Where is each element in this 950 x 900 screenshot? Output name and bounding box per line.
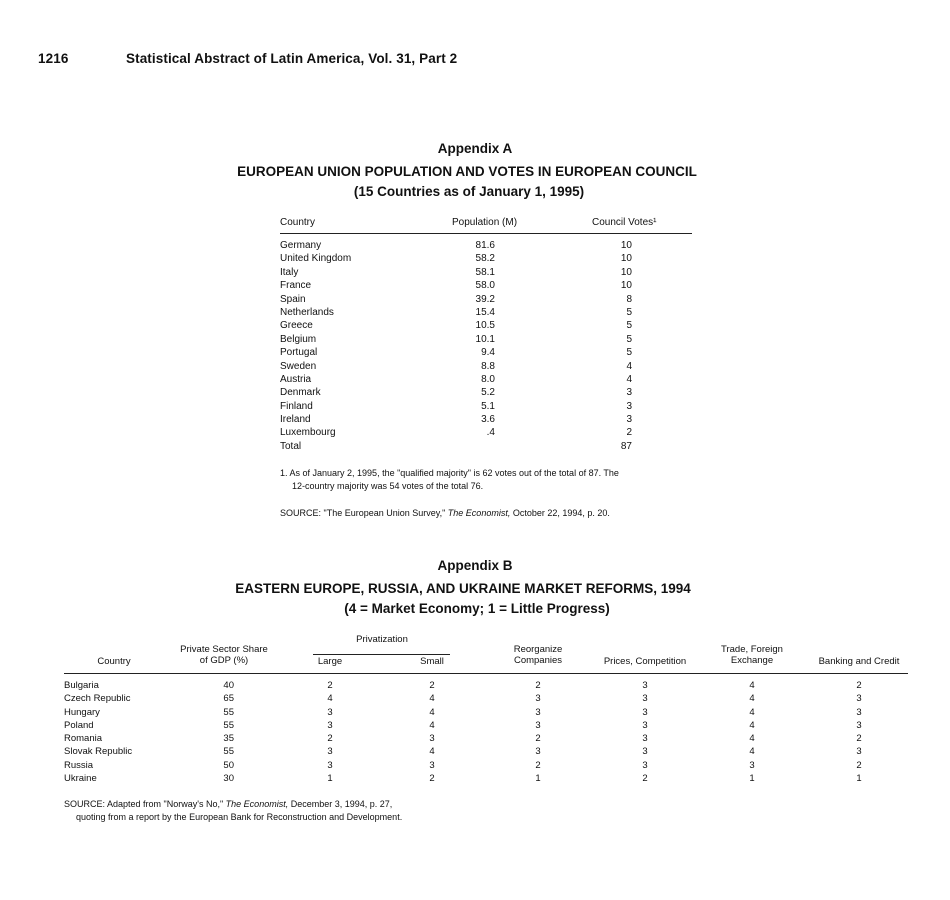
header-reorganize — [498, 644, 578, 666]
votes-cell: 3 — [626, 400, 632, 412]
prices-cell: 3 — [642, 680, 648, 691]
reorganize-cell: 3 — [535, 706, 541, 718]
table-body — [280, 239, 692, 453]
appendix-a-subtitle: (15 Countries as of January 1, 1995) — [353, 184, 585, 199]
country-cell: Bulgaria — [64, 680, 99, 691]
source-note-a — [280, 508, 610, 518]
appendix-b-title: EASTERN EUROPE, RUSSIA, AND UKRAINE MARKET REFORMS, 1994 — [235, 581, 691, 596]
table-header — [280, 217, 692, 234]
small-cell: 2 — [429, 680, 435, 691]
private-share-cell: 40 — [223, 680, 234, 691]
population-cell: 9.4 — [481, 347, 495, 359]
table-row — [64, 732, 908, 745]
header-private-share-line1: Private Sector Share — [180, 644, 268, 655]
private-share-cell: 30 — [223, 773, 234, 785]
country-cell: Ukraine — [64, 773, 97, 785]
country-cell: Ireland — [280, 414, 311, 426]
table-row — [64, 679, 908, 692]
prices-cell: 2 — [642, 773, 648, 785]
table-row — [280, 279, 692, 292]
prices-cell: 3 — [642, 719, 648, 731]
country-cell: Hungary — [64, 706, 100, 718]
appendix-b-subtitle: (4 = Market Economy; 1 = Little Progress) — [344, 601, 610, 616]
small-cell: 2 — [429, 773, 435, 785]
header-trade-line1: Trade, Foreign — [721, 644, 783, 655]
large-cell: 2 — [327, 680, 333, 691]
population-cell: 81.6 — [475, 240, 495, 251]
banking-cell: 3 — [856, 693, 862, 705]
source-b-date: December 3, 1994, p. 27, — [288, 799, 393, 809]
country-cell: Sweden — [280, 360, 317, 372]
table-row — [280, 426, 692, 439]
header-prices: Prices, Competition — [603, 656, 687, 667]
banking-cell: 2 — [856, 733, 862, 745]
table-row — [64, 759, 908, 772]
country-cell: Czech Republic — [64, 693, 131, 705]
trade-cell: 1 — [749, 773, 755, 785]
table-row — [64, 772, 908, 785]
trade-cell: 4 — [749, 719, 755, 731]
population-cell: 5.2 — [481, 387, 495, 399]
market-reforms-table-header — [64, 634, 908, 676]
table-row — [280, 440, 692, 453]
table-row — [64, 706, 908, 719]
table-row — [64, 745, 908, 758]
large-cell: 3 — [327, 759, 333, 771]
country-cell: Russia — [64, 759, 94, 771]
header-trade — [707, 644, 797, 666]
table-row — [280, 346, 692, 359]
table-row — [280, 400, 692, 413]
banking-cell: 2 — [856, 759, 862, 771]
table-row — [64, 692, 908, 705]
population-cell: 3.6 — [481, 414, 495, 426]
table-row — [280, 386, 692, 399]
header-banking: Banking and Credit — [818, 656, 900, 667]
appendix-a-title: EUROPEAN UNION POPULATION AND VOTES IN EUROPEAN COUNCIL — [237, 164, 697, 179]
table-row — [280, 239, 692, 252]
banking-cell: 3 — [856, 719, 862, 731]
population-cell: 15.4 — [475, 306, 495, 318]
header-privatization: Privatization — [356, 634, 408, 645]
population-cell: 8.8 — [481, 360, 495, 372]
population-cell: .4 — [486, 427, 495, 439]
population-cell: 8.0 — [481, 373, 495, 385]
votes-cell: 2 — [626, 427, 632, 439]
table-row — [280, 306, 692, 319]
header-private-share-line2: of GDP (%) — [199, 655, 249, 666]
votes-cell: 5 — [626, 333, 632, 345]
large-cell: 3 — [327, 746, 333, 758]
prices-cell: 3 — [642, 733, 648, 745]
votes-cell: 3 — [626, 387, 632, 399]
prices-cell: 3 — [642, 759, 648, 771]
small-cell: 4 — [429, 706, 435, 718]
country-cell: Portugal — [280, 347, 318, 359]
banking-cell: 2 — [856, 680, 862, 691]
country-cell: Slovak Republic — [64, 746, 133, 758]
votes-cell: 5 — [626, 306, 632, 318]
population-cell: 58.1 — [475, 266, 495, 278]
header-private-share — [164, 644, 284, 666]
table-row — [280, 319, 692, 332]
publication-title: Statistical Abstract of Latin America, Vol. 31, Part 2 — [126, 51, 458, 66]
eu-population-table — [280, 217, 692, 452]
reorganize-cell: 2 — [535, 680, 541, 691]
privatization-rule — [313, 654, 450, 655]
small-cell: 4 — [429, 746, 435, 758]
source-b-line-2: quoting from a report by the European Bank for Reconstruction and Development. — [76, 812, 403, 822]
country-cell: United Kingdom — [280, 253, 352, 265]
country-cell: Greece — [280, 320, 313, 332]
country-cell: Spain — [280, 293, 306, 305]
private-share-cell: 55 — [223, 746, 234, 758]
country-cell: Germany — [280, 240, 322, 251]
reorganize-cell: 3 — [535, 719, 541, 731]
table-row — [280, 360, 692, 373]
votes-cell: 10 — [620, 253, 632, 265]
table-row — [280, 333, 692, 346]
header-trade-line2: Exchange — [730, 655, 774, 666]
prices-cell: 3 — [642, 746, 648, 758]
header-reorganize-line2: Companies — [513, 655, 563, 666]
private-share-cell: 55 — [223, 719, 234, 731]
private-share-cell: 55 — [223, 706, 234, 718]
page-number: 1216 — [38, 51, 69, 66]
private-share-cell: 50 — [223, 759, 234, 771]
country-cell: Total — [280, 440, 302, 452]
country-cell: Belgium — [280, 333, 317, 345]
population-cell: 58.0 — [475, 280, 495, 292]
country-cell: Luxembourg — [280, 427, 336, 439]
header-large: Large — [317, 656, 343, 667]
appendix-a-label: Appendix A — [437, 141, 513, 156]
header-country: Country — [97, 656, 131, 667]
footnote-line-1: 1. As of January 2, 1995, the "qualified majority" is 62 votes out of the total of 87. The — [280, 468, 619, 478]
header-small: Small — [420, 656, 444, 667]
country-cell: Austria — [280, 373, 312, 385]
votes-cell: 8 — [626, 293, 632, 305]
small-cell: 4 — [429, 693, 435, 705]
votes-cell: 5 — [626, 320, 632, 332]
small-cell: 3 — [429, 733, 435, 745]
source-a-publication: The Economist, — [447, 508, 511, 518]
table-row — [280, 293, 692, 306]
large-cell: 3 — [327, 719, 333, 731]
banking-cell: 3 — [856, 706, 862, 718]
country-cell: Finland — [280, 400, 313, 412]
large-cell: 3 — [327, 706, 333, 718]
trade-cell: 4 — [749, 693, 755, 705]
reorganize-cell: 2 — [535, 759, 541, 771]
country-cell: France — [280, 280, 312, 292]
prices-cell: 3 — [642, 706, 648, 718]
large-cell: 1 — [327, 773, 333, 785]
reorganize-cell: 3 — [535, 693, 541, 705]
source-b-line-1 — [64, 798, 402, 811]
table-row — [280, 252, 692, 265]
votes-cell: 3 — [626, 414, 632, 426]
trade-cell: 4 — [749, 746, 755, 758]
header-council-votes: Council Votes¹ — [592, 217, 657, 228]
trade-cell: 4 — [749, 706, 755, 718]
trade-cell: 4 — [749, 680, 755, 691]
country-cell: Poland — [64, 719, 94, 731]
population-cell: 10.5 — [475, 320, 495, 332]
prices-cell: 3 — [642, 693, 648, 705]
table-row — [280, 413, 692, 426]
footnote — [280, 467, 700, 493]
votes-cell: 5 — [626, 347, 632, 359]
running-head — [38, 51, 457, 66]
votes-cell: 4 — [626, 373, 632, 385]
large-cell: 4 — [327, 693, 333, 705]
country-cell: Italy — [280, 266, 299, 278]
header-country: Country — [280, 217, 316, 228]
reorganize-cell: 2 — [535, 733, 541, 745]
small-cell: 3 — [429, 759, 435, 771]
table-row — [280, 373, 692, 386]
country-cell: Denmark — [280, 387, 321, 399]
source-a-date: October 22, 1994, p. 20. — [510, 508, 610, 518]
votes-cell: 4 — [626, 360, 632, 372]
population-cell: 10.1 — [475, 333, 495, 345]
source-note-b — [64, 798, 402, 824]
population-cell: 5.1 — [481, 400, 495, 412]
source-a-text: SOURCE: "The European Union Survey," — [280, 508, 448, 518]
table-row — [64, 719, 908, 732]
appendix-b-label: Appendix B — [437, 558, 513, 573]
banking-cell: 1 — [856, 773, 862, 785]
votes-cell: 10 — [620, 266, 632, 278]
private-share-cell: 35 — [223, 733, 234, 745]
source-b-publication: The Economist, — [225, 799, 289, 809]
reorganize-cell: 3 — [535, 746, 541, 758]
population-cell: 39.2 — [475, 293, 495, 305]
country-cell: Netherlands — [280, 306, 334, 318]
small-cell: 4 — [429, 719, 435, 731]
footnote-line-2: 12-country majority was 54 votes of the total 76. — [292, 481, 484, 491]
population-cell: 58.2 — [475, 253, 495, 265]
large-cell: 2 — [327, 733, 333, 745]
market-reforms-table-body — [64, 679, 908, 785]
trade-cell: 4 — [749, 733, 755, 745]
country-cell: Romania — [64, 733, 103, 745]
votes-cell: 10 — [620, 240, 632, 251]
header-rule — [64, 673, 908, 674]
votes-cell: 10 — [620, 280, 632, 292]
source-b-text: SOURCE: Adapted from "Norway's No," — [64, 799, 226, 809]
banking-cell: 3 — [856, 746, 862, 758]
reorganize-cell: 1 — [535, 773, 541, 785]
header-reorganize-line1: Reorganize — [513, 644, 563, 655]
votes-cell: 87 — [620, 440, 632, 452]
header-population: Population (M) — [452, 217, 518, 228]
trade-cell: 3 — [749, 759, 755, 771]
private-share-cell: 65 — [223, 693, 234, 705]
table-row — [280, 266, 692, 279]
